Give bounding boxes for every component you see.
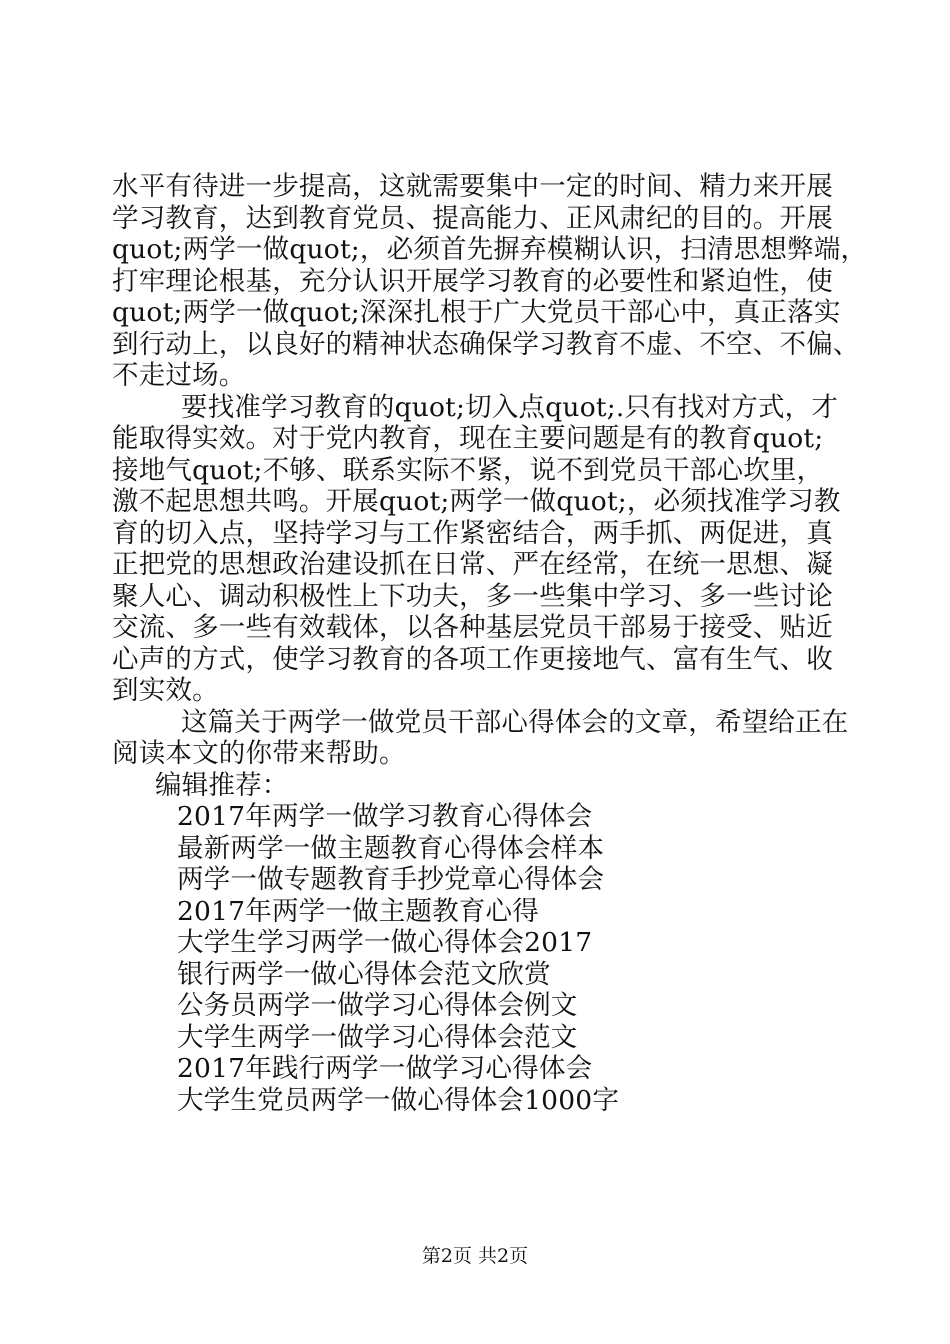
text-line: 能取得实效。对于党内教育，现在主要问题是有的教育quot; — [112, 423, 824, 454]
document-body — [112, 171, 868, 1116]
text-line: 阅读本文的你带来帮助。 — [112, 738, 406, 769]
text-line: 育的切入点，坚持学习与工作紧密结合，两手抓、两促进，真 — [112, 517, 833, 549]
paragraph-1 — [112, 171, 868, 392]
text-line: 接地气quot;不够、联系实际不紧，说不到党员干部心坎里， — [112, 454, 824, 486]
text-line: 打牢理论根基，充分认识开展学习教育的必要性和紧迫性，使 — [112, 265, 833, 297]
paragraph-3 — [112, 707, 857, 770]
text-line: 交流、多一些有效载体，以各种基层党员干部易于接受、贴近 — [112, 612, 833, 643]
recommend-item: 2017年两学一做主题教育心得 — [177, 895, 539, 927]
text-line: 学习教育，达到教育党员、提高能力、正风肃纪的目的。开展 — [112, 202, 833, 234]
text-line: 这篇关于两学一做党员干部心得体会的文章，希望给正在 — [181, 706, 849, 738]
recommend-item: 两学一做专题教育手抄党章心得体会 — [177, 864, 605, 895]
text-line: quot;两学一做quot;深深扎根于广大党员干部心中，真正落实 — [112, 297, 841, 328]
recommend-item: 2017年践行两学一做学习心得体会 — [177, 1053, 593, 1084]
text-line: 聚人心、调动积极性上下功夫，多一些集中学习、多一些讨论 — [112, 580, 833, 612]
page-number-footer: 第2页 共2页 — [421, 1245, 529, 1267]
recommend-section — [112, 770, 857, 1117]
recommend-item: 大学生学习两学一做心得体会2017 — [177, 927, 593, 958]
text-line: 心声的方式，使学习教育的各项工作更接地气、富有生气、收 — [112, 643, 833, 675]
recommend-item: 大学生两学一做学习心得体会范文 — [177, 1021, 578, 1053]
paragraph-2 — [112, 392, 857, 707]
text-line: 到行动上，以良好的精神状态确保学习教育不虚、不空、不偏、 — [112, 328, 860, 360]
text-line: 正把党的思想政治建设抓在日常、严在经常，在统一思想、凝 — [112, 549, 833, 580]
recommend-item: 大学生党员两学一做心得体会1000字 — [177, 1084, 620, 1116]
text-line: 水平有待进一步提高，这就需要集中一定的时间、精力来开展 — [112, 171, 833, 202]
recommend-label: 编辑推荐： — [155, 769, 289, 801]
recommend-item: 2017年两学一做学习教育心得体会 — [177, 801, 593, 832]
recommend-item: 公务员两学一做学习心得体会例文 — [177, 990, 578, 1021]
recommend-item: 最新两学一做主题教育心得体会样本 — [177, 832, 605, 864]
text-line: 不走过场。 — [112, 360, 246, 391]
text-line: 激不起思想共鸣。开展quot;两学一做quot;，必须找准学习教 — [112, 486, 841, 517]
text-line: 到实效。 — [112, 675, 219, 706]
text-line: quot;两学一做quot;，必须首先摒弃模糊认识，扫清思想弊端， — [112, 234, 868, 265]
recommend-item: 银行两学一做心得体会范文欣赏 — [177, 958, 551, 990]
text-line: 要找准学习教育的quot;切入点quot;.只有找对方式，才 — [181, 391, 839, 423]
